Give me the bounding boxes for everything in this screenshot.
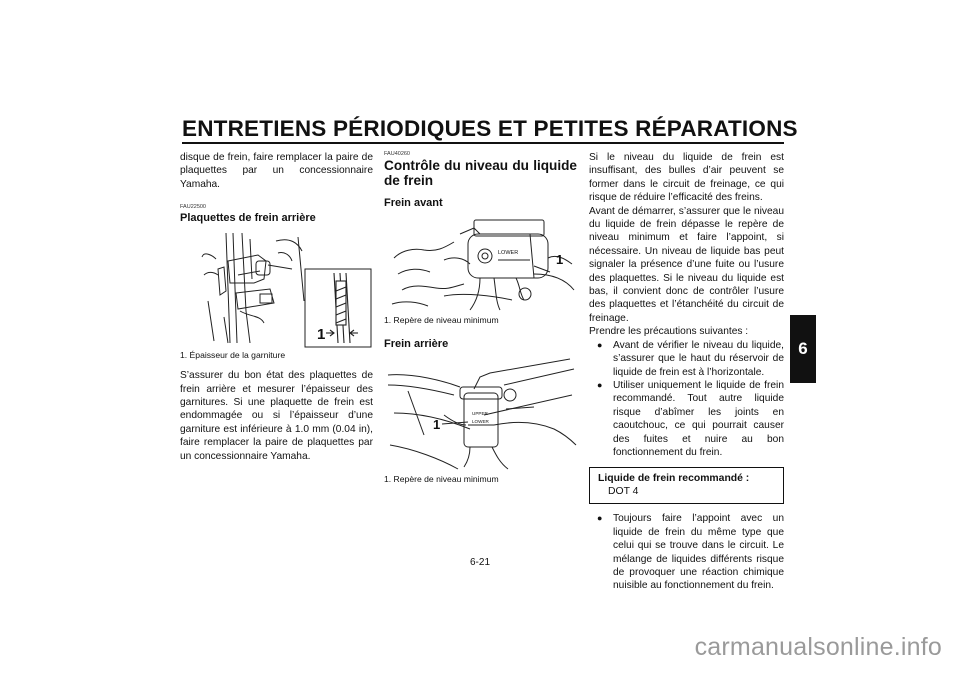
middle-column bbox=[384, 151, 577, 485]
paragraph-check-level: Avant de démarrer, s’assurer que le niveau du liquide de frein dépasse le repère de niveau minimum et faire l’appoint, si nécessaire. Un niveau de liquide bas peut signaler la présence d’une fuite ou l’usure des plaquettes. Si le niveau du liquide est bas, il convient donc de contrôler l’usure des plaquettes et l’étanchéité du circuit de freinage. bbox=[589, 205, 784, 324]
list-item: ● Utiliser uniquement le liquide de frein recommandé. Tout autre liquide risque d’abîmer les joints en caoutchouc, ce qui pourrait causer des fuites et nuire au bon fonctionnement du frein. bbox=[597, 379, 784, 458]
title-rule bbox=[182, 142, 784, 144]
precautions-list-continued bbox=[589, 512, 784, 592]
rear-pad-body-text: S’assurer du bon état des plaquettes de frein arrière et mesurer l’épaisseur des garnitures. Si une plaquette de frein est endommagée ou si l’épaisseur d’une garniture est inférieure à 1.0 mm (0.04 in), faire remplacer la paire de plaquettes par un concessionnaire Yamaha. bbox=[180, 370, 373, 462]
list-item: ● Avant de vérifier le niveau du liquide, s’assurer que le haut du réservoir de liquide de frein est à l’horizontale. bbox=[597, 339, 784, 378]
section-heading: Contrôle du niveau du liquide de frein bbox=[384, 158, 577, 188]
chapter-tab[interactable]: 6 bbox=[790, 315, 816, 383]
paragraph-precautions: Prendre les précautions suivantes : bbox=[589, 326, 749, 338]
bullet-icon: ● bbox=[597, 379, 603, 390]
paragraph-air-bubbles: Si le niveau du liquide de frein est insuffisant, des bulles d’air peuvent se former dans le circuit de freinage, ce qui risque de réduire l’efficacité des freins. bbox=[589, 152, 784, 204]
section-code: FAU22500 bbox=[180, 204, 206, 211]
section-heading: Plaquettes de frein arrière bbox=[180, 212, 316, 225]
intro-text: disque de frein, faire remplacer la paire de plaquettes par un concessionnaire Yamaha. bbox=[180, 152, 373, 190]
bullet-icon: ● bbox=[597, 513, 603, 524]
figure-callout: 1 bbox=[317, 326, 326, 344]
reservoir-upper-label: UPPER bbox=[472, 411, 488, 416]
page-number: 6-21 bbox=[469, 557, 490, 568]
front-figure-caption: 1. Repère de niveau minimum bbox=[384, 315, 499, 325]
rear-figure-callout: 1 bbox=[433, 417, 441, 432]
rear-brake-reservoir-figure bbox=[384, 355, 577, 472]
figure-caption: 1. Épaisseur de la garniture bbox=[180, 350, 286, 361]
spec-value: DOT 4 bbox=[608, 486, 639, 498]
front-brake-reservoir-figure bbox=[384, 214, 577, 313]
front-figure-callout: 1 bbox=[556, 252, 564, 267]
bullet-icon: ● bbox=[597, 339, 603, 350]
section-code: FAU40260 bbox=[384, 151, 410, 157]
page-title: ENTRETIENS PÉRIODIQUES ET PETITES RÉPARATIONS bbox=[182, 116, 798, 141]
brake-pad-illustration bbox=[180, 231, 373, 349]
rear-reservoir-illustration bbox=[384, 355, 577, 472]
precautions-list bbox=[589, 339, 784, 460]
watermark[interactable]: carmanualsonline.info bbox=[694, 633, 942, 661]
front-reservoir-illustration bbox=[384, 214, 577, 313]
reservoir-lower-label: LOWER bbox=[498, 250, 519, 256]
spec-label: Liquide de frein recommandé : bbox=[598, 473, 750, 485]
rear-brake-pad-figure bbox=[180, 231, 373, 349]
rear-brake-heading: Frein arrière bbox=[384, 338, 449, 350]
list-item: ● Toujours faire l’appoint avec un liquide de frein du même type que celui qui se trouve dans le circuit. Le mélange de liquides différents risque de provoquer une réaction chimique nuisible au fonctionnement du frein. bbox=[597, 513, 784, 592]
left-column bbox=[180, 151, 373, 463]
recommended-fluid-box bbox=[589, 467, 784, 504]
right-column bbox=[589, 151, 784, 593]
front-brake-heading: Frein avant bbox=[384, 197, 443, 209]
reservoir-lower-label: LOWER bbox=[472, 419, 489, 424]
rear-figure-caption: 1. Repère de niveau minimum bbox=[384, 474, 499, 484]
